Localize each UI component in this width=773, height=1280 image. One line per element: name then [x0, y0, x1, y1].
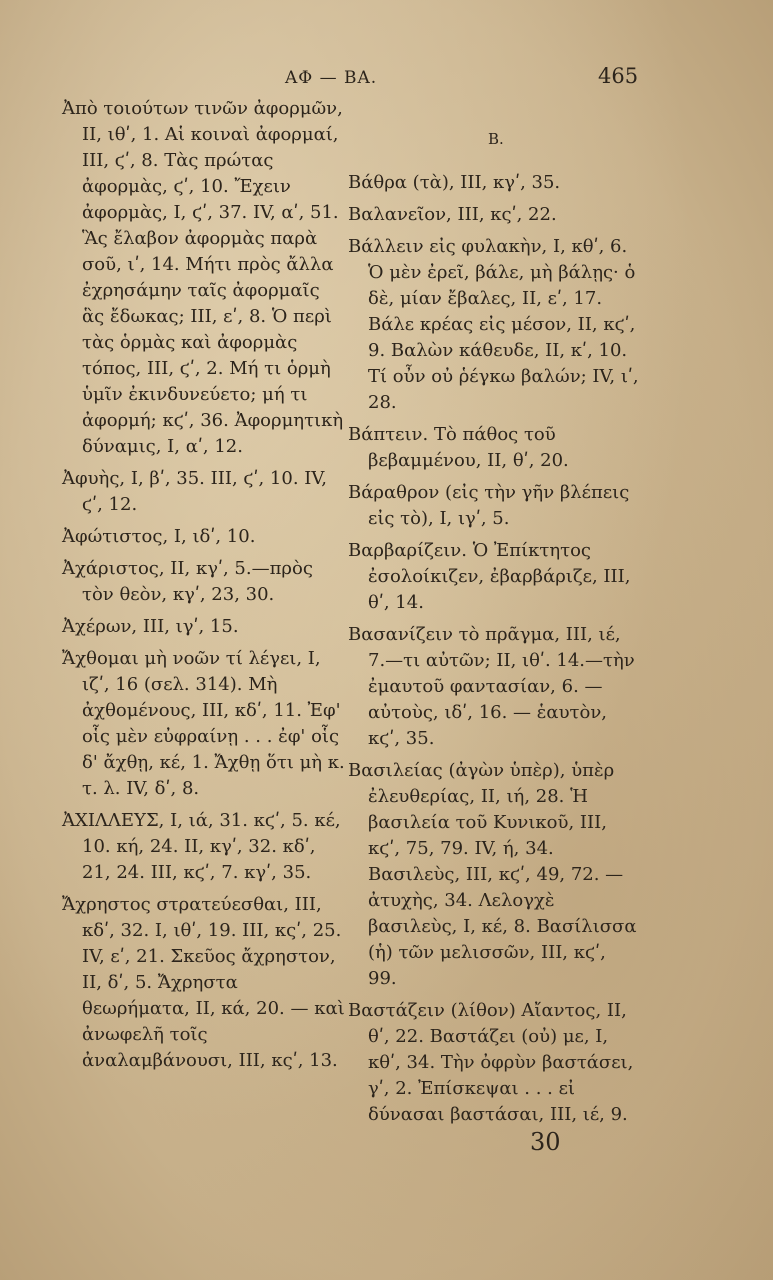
index-entry: Βασανίζειν τὸ πρᾶγμα, III, ιέ, 7.—τι αὐτῶν; II, ιθʹ. 14.—τὴν ἐμαυτοῦ φαντασίαν, 6. — αὐτοὺς, ιδʹ, 16. — ἑαυτὸν, κϛʹ, 35.	[348, 624, 635, 749]
index-entry: Ἀπὸ τοιούτων τινῶν ἀφορμῶν, II, ιθʹ, 1. Αἱ κοιναὶ ἀφορμαί, III, ϛʹ, 8. Τὰς πρώτας ἀφορμὰς, ϛʹ, 10. Ἔχειν ἀφορμὰς, I, ϛʹ, 37. IV, αʹ, 51. Ἃς ἔλαβον ἀφορμὰς παρὰ σοῦ, ιʹ, 14. Μήτι πρὸς ἄλλα ἐχρησάμην ταῖς ἀφορμαῖς ἃς ἔδωκας; III, εʹ, 8. Ὁ περὶ τὰς ὁρμὰς καὶ ἀφορμὰς τόπος, III, ϛʹ, 2. Μή τι ὁρμὴ ὑμῖν ἐκινδυνεύετο; μή τι ἀφορμή; κϛʹ, 36. Ἀφορμητικὴ δύναμις, I, αʹ, 12.	[62, 98, 344, 457]
index-entry: Βάπτειν. Τὸ πάθος τοῦ βεβαμμένου, II, θʹ, 20.	[348, 424, 569, 471]
index-entry: Ἀχέρων, III, ιγʹ, 15.	[62, 616, 239, 637]
index-entry: Ἀφυὴς, I, βʹ, 35. III, ϛʹ, 10. IV, ϛʹ, 12.	[62, 468, 327, 515]
index-entry: Βαλανεῖον, III, κςʹ, 22.	[348, 204, 557, 225]
index-entry: Ἀφώτιστος, I, ιδʹ, 10.	[62, 526, 256, 547]
index-entry: Ἄχρηστος στρατεύεσθαι, III, κδʹ, 32. I, ιθʹ, 19. III, κςʹ, 25. IV, εʹ, 21. Σκεῦος ἄχρηστον, II, δʹ, 5. Ἄχρηστα θεωρήματα, II, κά, 20. — καὶ ἀνωφελῆ τοῖς ἀναλαμβάνουσι, III, κςʹ, 13.	[62, 894, 345, 1071]
index-entry: ἈΧΙΛΛΕΥΣ, I, ιά, 31. κϛʹ, 5. κέ, 10. κή, 24. II, κγʹ, 32. κδʹ, 21, 24. III, κϛʹ, 7. κγʹ, 35.	[62, 810, 341, 883]
page-header	[0, 62, 773, 96]
page-number: 465	[598, 64, 639, 88]
index-entry: Βάθρα (τὰ), III, κγʹ, 35.	[348, 172, 561, 193]
index-entry: Ἄχθομαι μὴ νοῶν τί λέγει, I, ιζʹ, 16 (σελ. 314). Μὴ ἀχθομένους, III, κδʹ, 11. Ἐφ' οἷς μὲν εὐφραίνῃ . . . ἐφ' οἷς δ' ἄχθῃ, κέ, 1. Ἄχθῃ ὅτι μὴ κ. τ. λ. IV, δʹ, 8.	[62, 648, 345, 799]
section-letter-heading: Β.	[488, 130, 504, 148]
index-entry: Βαρβαρίζειν. Ὁ Ἐπίκτητος ἐσολοίκιζεν, ἐβαρβάριζε, III, θʹ, 14.	[348, 540, 631, 613]
running-head: ΑΦ — ΒΑ.	[285, 68, 378, 88]
signature-mark: 30	[530, 1128, 561, 1156]
left-column	[62, 96, 347, 1080]
index-entry: Βασιλείας (ἀγὼν ὑπὲρ), ὑπὲρ ἐλευθερίας, II, ιή, 28. Ἡ βασιλεία τοῦ Κυνικοῦ, III, κϛʹ, 75, 79. IV, ή, 34. Βασιλεὺς, III, κϛʹ, 49, 72. — ἀτυχὴς, 34. Λελογχὲ βασιλεὺς, I, κέ, 8. Βασίλισσα (ἡ) τῶν μελισσῶν, III, κϛʹ, 99.	[348, 760, 637, 989]
index-entry: Βαστάζειν (λίθον) Αἴαντος, II, θʹ, 22. Βαστάζει (οὐ) με, I, κθʹ, 34. Τὴν ὀφρὺν βαστάσει, γʹ, 2. Ἐπίσκεψαι . . . εἰ δύνασαι βαστάσαι, III, ιέ, 9.	[348, 1000, 634, 1125]
index-entry: Βάλλειν εἰς φυλακὴν, I, κθʹ, 6. Ὁ μὲν ἐρεῖ, βάλε, μὴ βάλῃς· ὁ δὲ, μίαν ἔβαλες, II, εʹ, 17. Βάλε κρέας εἰς μέσον, II, κϛʹ, 9. Βαλὼν κάθευδε, II, κʹ, 10. Τί οὖν οὐ ῥέγκω βαλών; IV, ιʹ, 28.	[348, 236, 639, 413]
index-entry: Ἀχάριστος, II, κγʹ, 5.—πρὸς τὸν θεὸν, κγʹ, 23, 30.	[62, 558, 313, 605]
right-column	[348, 96, 640, 1134]
index-entry: Βάραθρον (εἰς τὴν γῆν βλέπεις εἰς τὸ), I, ιγʹ, 5.	[348, 482, 630, 529]
